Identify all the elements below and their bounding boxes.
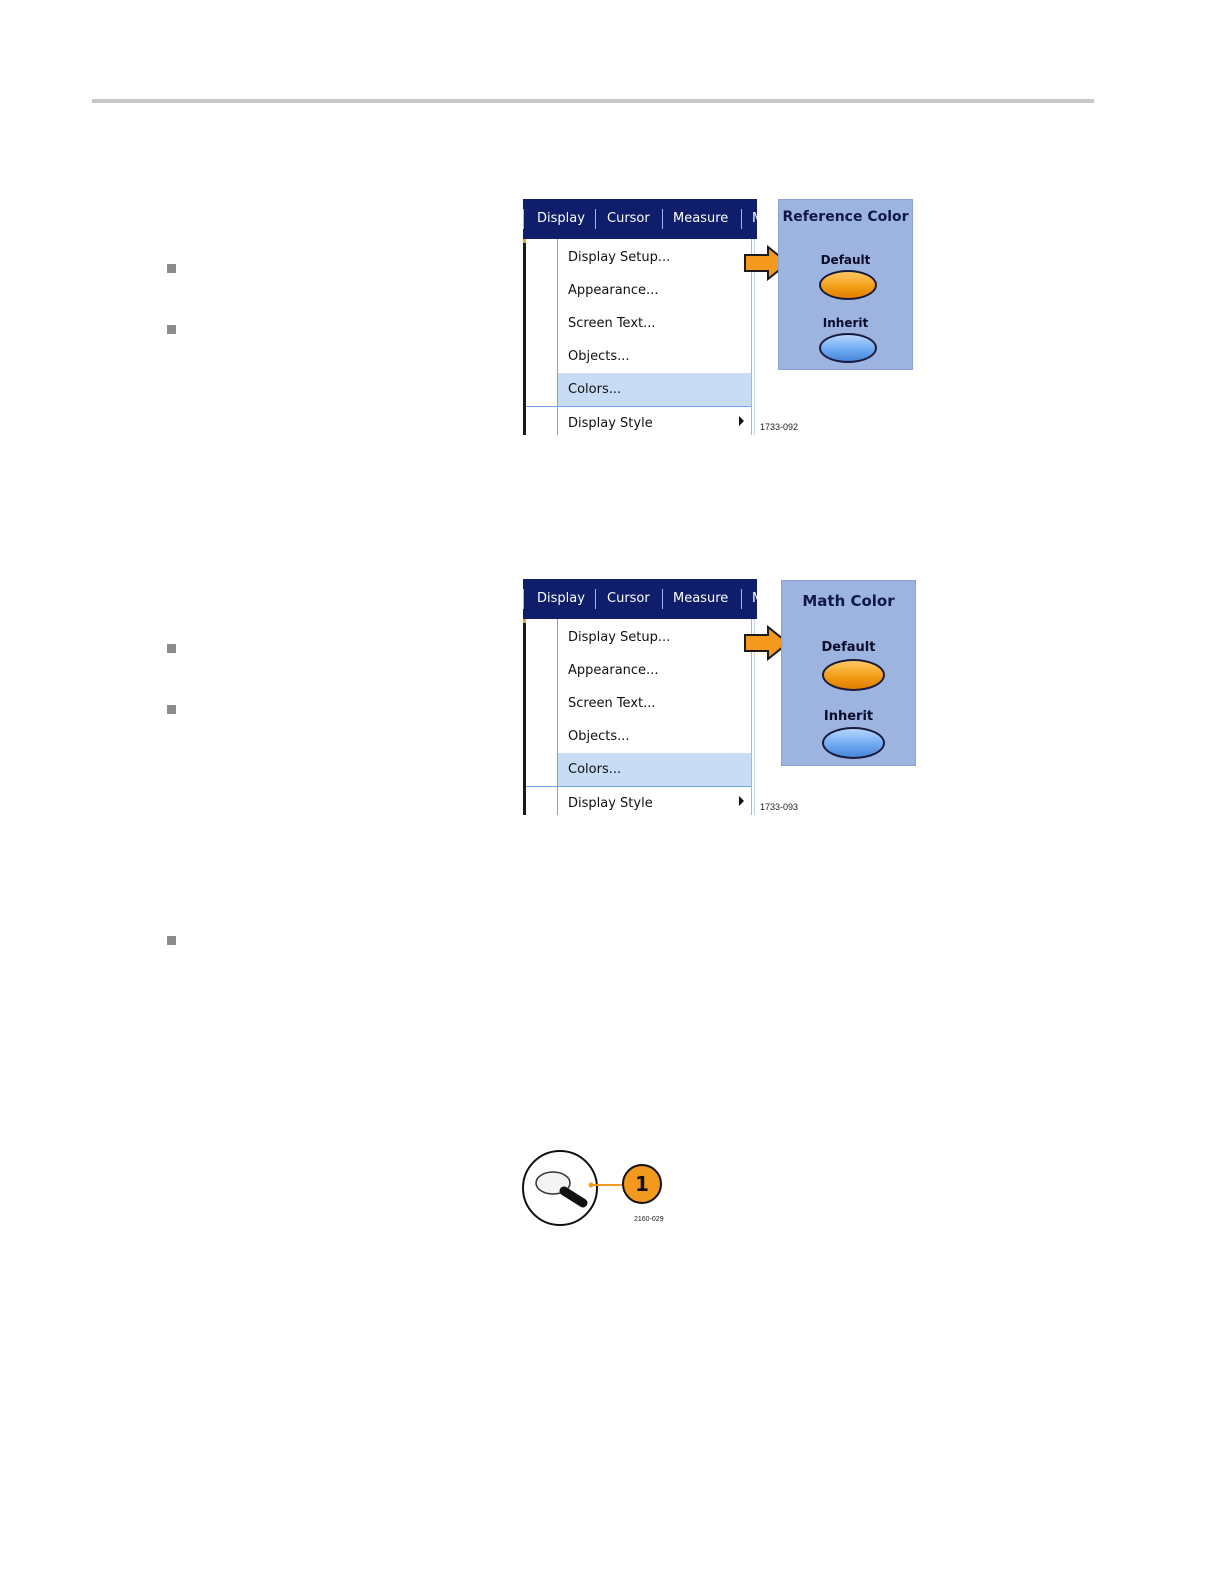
reference-color-figure bbox=[523, 199, 923, 439]
menu-item-appearance[interactable]: Appearance... bbox=[568, 283, 659, 298]
bullet-marker bbox=[167, 644, 176, 653]
display-menu-dropdown bbox=[523, 239, 757, 435]
math-color-figure bbox=[523, 579, 923, 819]
display-menu-dropdown bbox=[523, 619, 757, 815]
menu-tab-measure[interactable]: Measure bbox=[673, 591, 729, 606]
default-button[interactable] bbox=[819, 270, 877, 300]
submenu-arrow-icon bbox=[739, 796, 744, 806]
menu-item-colors[interactable]: Colors... bbox=[568, 762, 622, 777]
figure-id: 1733-093 bbox=[760, 802, 799, 812]
bullet-marker bbox=[167, 705, 176, 714]
panel-title: Reference Color bbox=[782, 209, 909, 225]
inherit-label: Inherit bbox=[822, 316, 869, 330]
figure-id: 1733-092 bbox=[760, 422, 799, 432]
menu-item-screen-text[interactable]: Screen Text... bbox=[568, 316, 656, 331]
inherit-button[interactable] bbox=[822, 727, 885, 759]
menu-bar bbox=[523, 579, 764, 619]
default-label: Default bbox=[821, 640, 876, 655]
figure-id: 2160-029 bbox=[634, 1216, 664, 1223]
menu-item-objects[interactable]: Objects... bbox=[568, 349, 630, 364]
menu-item-display-setup[interactable]: Display Setup... bbox=[568, 630, 671, 645]
inherit-label: Inherit bbox=[823, 709, 874, 724]
callout-badge bbox=[622, 1164, 662, 1204]
header-rule bbox=[92, 99, 1094, 103]
menu-tab-clipped: M bbox=[752, 211, 764, 226]
bullet-marker bbox=[167, 936, 176, 945]
menu-item-display-setup[interactable]: Display Setup... bbox=[568, 250, 671, 265]
submenu-arrow-icon bbox=[739, 416, 744, 426]
menu-item-objects[interactable]: Objects... bbox=[568, 729, 630, 744]
menu-bar bbox=[523, 199, 764, 239]
panel-title: Math Color bbox=[802, 592, 895, 610]
menu-tab-cursor[interactable]: Cursor bbox=[607, 211, 650, 226]
menu-tab-display[interactable]: Display bbox=[537, 591, 585, 606]
zoom-knob-figure bbox=[520, 1148, 680, 1238]
bullet-marker bbox=[167, 325, 176, 334]
menu-tab-cursor[interactable]: Cursor bbox=[607, 591, 650, 606]
menu-item-colors[interactable]: Colors... bbox=[568, 382, 622, 397]
bullet-marker bbox=[167, 264, 176, 273]
menu-item-screen-text[interactable]: Screen Text... bbox=[568, 696, 656, 711]
default-button[interactable] bbox=[822, 659, 885, 691]
menu-item-display-style[interactable]: Display Style bbox=[568, 796, 653, 811]
menu-item-appearance[interactable]: Appearance... bbox=[568, 663, 659, 678]
default-label: Default bbox=[820, 253, 871, 267]
menu-tab-clipped: M bbox=[752, 591, 764, 606]
menu-tab-measure[interactable]: Measure bbox=[673, 211, 729, 226]
callout-number: 1 bbox=[635, 1172, 649, 1196]
menu-item-display-style[interactable]: Display Style bbox=[568, 416, 653, 431]
menu-tab-display[interactable]: Display bbox=[537, 211, 585, 226]
math-color-panel bbox=[781, 580, 916, 766]
inherit-button[interactable] bbox=[819, 333, 877, 363]
reference-color-panel bbox=[778, 199, 913, 370]
